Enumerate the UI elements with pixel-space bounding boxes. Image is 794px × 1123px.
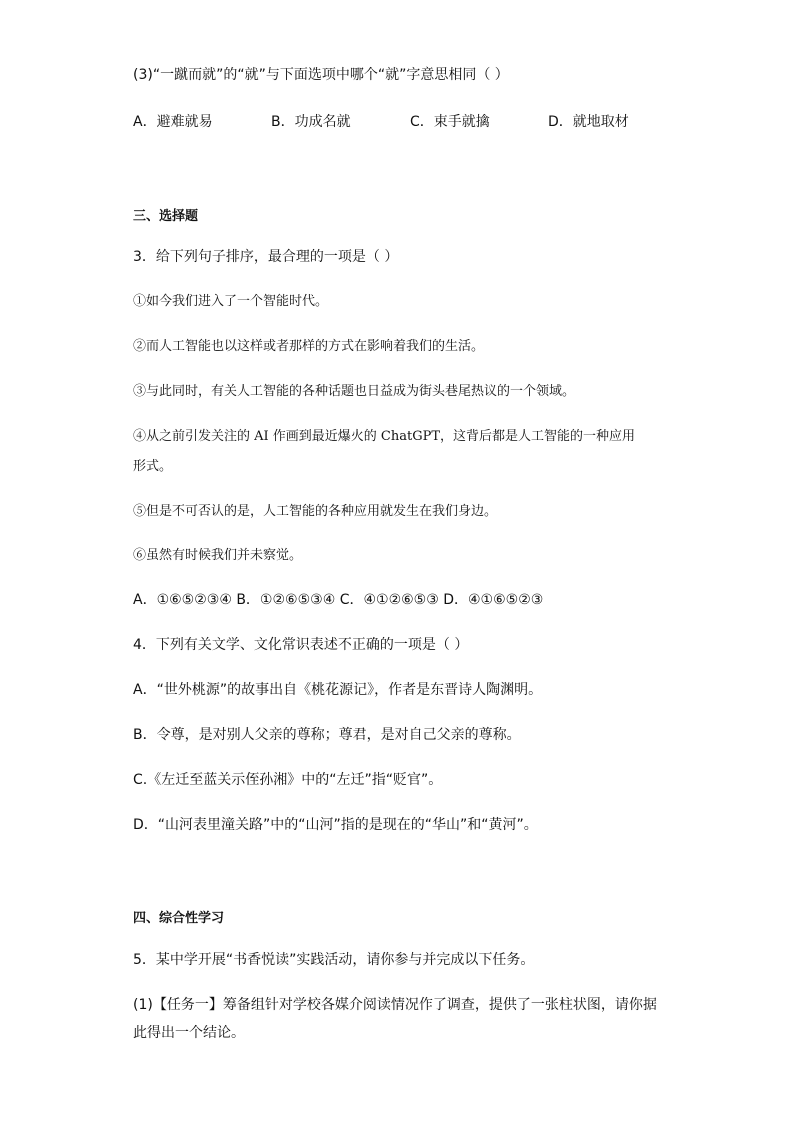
q2-sub3-option-c: C．束手就擒 (410, 114, 490, 130)
q3-sentence-3: ③与此同时，有关人工智能的各种话题也日益成为街头巷尾热议的一个领域。 (133, 384, 576, 399)
q3-sentence-4-cont: 形式。 (133, 459, 173, 474)
q2-sub3-option-d: D．就地取材 (548, 114, 629, 130)
q3-sentence-5: ⑤但是不可否认的是，人工智能的各种应用就发生在我们身边。 (133, 504, 498, 519)
q3-sentence-2: ②而人工智能也以这样或者那样的方式在影响着我们的生活。 (133, 339, 485, 354)
q3-options: A．①⑥⑤②③④ B．①②⑥⑤③④ C．④①②⑥⑤③ D．④①⑥⑤②③ (133, 592, 544, 608)
q3-sentence-1: ①如今我们进入了一个智能时代。 (133, 294, 329, 309)
q2-sub3-option-b: B．功成名就 (271, 114, 351, 130)
q4-option-c: C.《左迁至蓝关示侄孙湘》中的“左迁”指“贬官”。 (133, 772, 443, 788)
q5-task-1: (1)【任务一】筹备组针对学校各媒介阅读情况作了调查，提供了一张柱状图，请你据此得出一个结论。 (133, 997, 657, 1041)
q3-sentence-4: ④从之前引发关注的 AI 作画到最近爆火的 ChatGPT，这背后都是人工智能的一种应用 (133, 429, 636, 444)
q4-option-a: A．“世外桃源”的故事出自《桃花源记》，作者是东晋诗人陶渊明。 (133, 682, 543, 698)
question-3-stem: 3．给下列句子排序，最合理的一项是（ ） (133, 249, 399, 265)
q4-option-b: B．令尊，是对别人父亲的尊称；尊君，是对自己父亲的尊称。 (133, 727, 521, 743)
q2-sub3-option-a: A．避难就易 (133, 114, 213, 130)
question-5-stem: 5．某中学开展“书香悦读”实践活动，请你参与并完成以下任务。 (133, 952, 535, 968)
section-3-heading: 三、选择题 (133, 209, 199, 224)
section-4-heading: 四、综合性学习 (133, 911, 225, 926)
q4-option-d: D．“山河表里潼关路”中的“山河”指的是现在的“华山”和“黄河”。 (133, 817, 538, 833)
question-4-stem: 4．下列有关文学、文化常识表述不正确的一项是（ ） (133, 637, 469, 653)
question-2-sub-3-stem: (3)“一蹴而就”的“就”与下面选项中哪个“就”字意思相同（ ） (133, 67, 509, 83)
q3-sentence-6: ⑥虽然有时候我们并未察觉。 (133, 548, 303, 563)
